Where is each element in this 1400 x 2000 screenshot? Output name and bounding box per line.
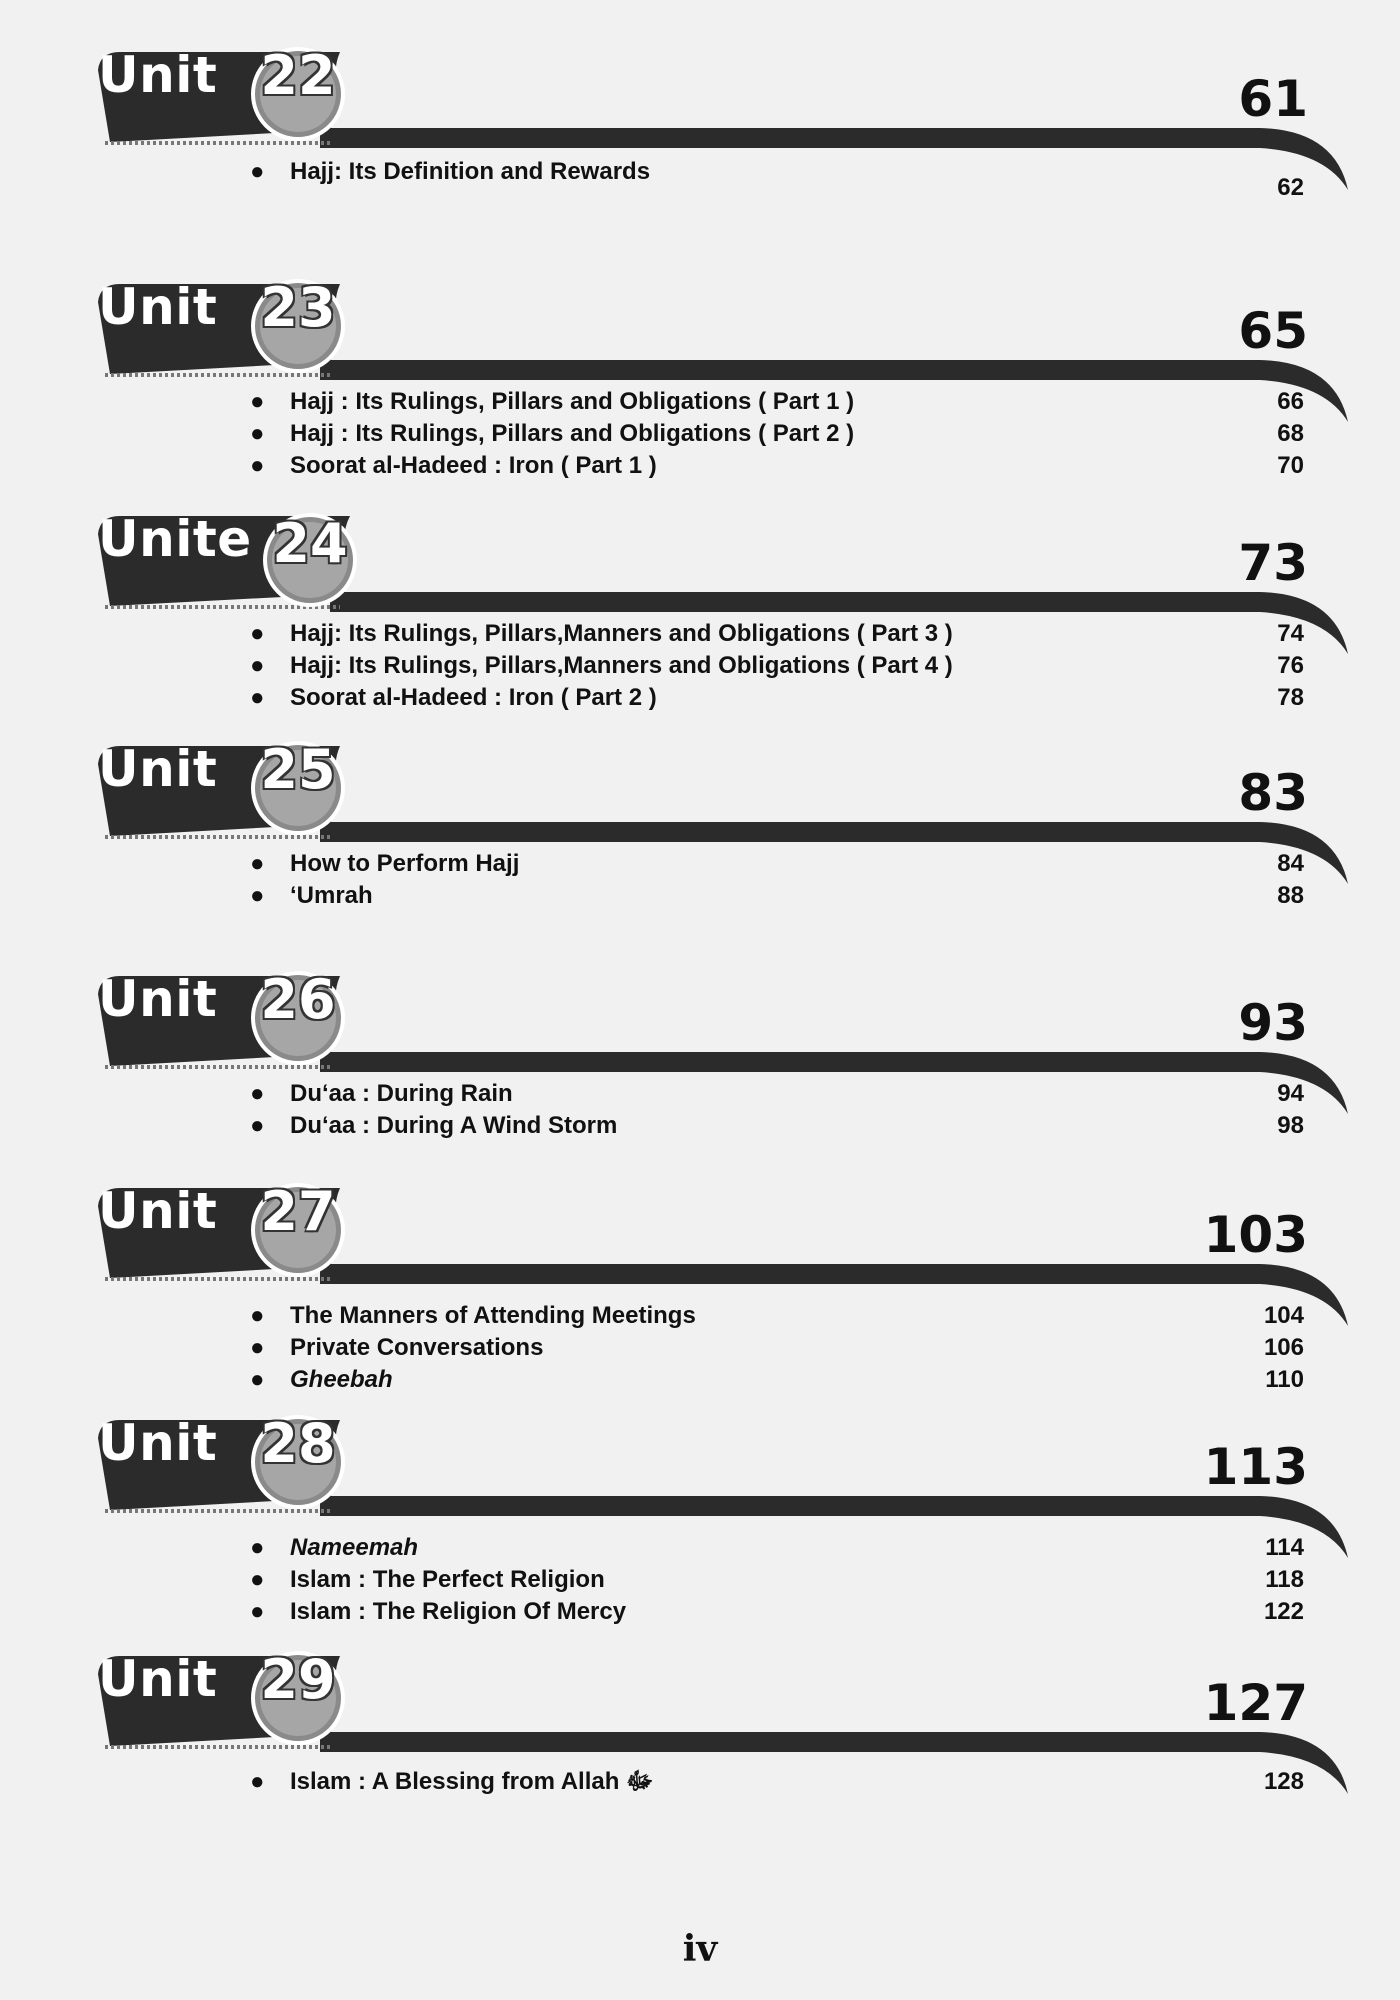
bullet-icon: ● bbox=[250, 1080, 265, 1107]
item-page: 88 bbox=[1277, 882, 1304, 909]
item-title: Hajj : Its Rulings, Pillars and Obligations ( Part 1 ) bbox=[290, 388, 855, 415]
unit-start-page: 73 bbox=[1238, 534, 1308, 592]
unit-label: Unit bbox=[98, 970, 218, 1028]
unit-label: Unit bbox=[98, 278, 218, 336]
bullet-icon: ● bbox=[250, 1598, 265, 1625]
unit-27-block bbox=[80, 1166, 1360, 1393]
unit-number: 23 bbox=[260, 276, 336, 339]
bullet-icon: ● bbox=[250, 620, 265, 647]
list-item[interactable] bbox=[250, 156, 1304, 201]
item-page: 74 bbox=[1277, 620, 1304, 647]
unit-items bbox=[250, 1078, 1304, 1142]
item-title: Hajj: Its Rulings, Pillars,Manners and Obligations ( Part 4 ) bbox=[290, 652, 953, 679]
unit-25-block bbox=[80, 724, 1360, 944]
unit-start-page: 83 bbox=[1238, 764, 1308, 822]
bullet-icon: ● bbox=[250, 684, 265, 711]
list-item[interactable] bbox=[250, 682, 1304, 714]
unit-23-block bbox=[80, 262, 1360, 482]
unit-items bbox=[250, 848, 1304, 912]
unit-start-page: 65 bbox=[1238, 302, 1308, 360]
list-item[interactable] bbox=[250, 618, 1304, 650]
item-page: 66 bbox=[1277, 388, 1304, 415]
item-page: 62 bbox=[1277, 174, 1304, 201]
unit-28-block bbox=[80, 1398, 1360, 1625]
item-page: 122 bbox=[1263, 1598, 1304, 1625]
item-page: 98 bbox=[1277, 1112, 1304, 1139]
unit-number: 24 bbox=[272, 512, 348, 575]
list-item[interactable] bbox=[250, 1300, 1304, 1332]
unit-label: Unit bbox=[98, 740, 218, 798]
item-title: Hajj : Its Rulings, Pillars and Obligations ( Part 2 ) bbox=[290, 420, 855, 447]
unit-number: 26 bbox=[260, 968, 336, 1031]
item-page: 84 bbox=[1277, 850, 1304, 877]
list-item[interactable] bbox=[250, 1564, 1304, 1596]
item-title: Nameemah bbox=[290, 1534, 419, 1561]
item-title: Du‘aa : During Rain bbox=[290, 1080, 513, 1107]
unit-items bbox=[250, 618, 1304, 714]
bullet-icon: ● bbox=[250, 1768, 265, 1795]
list-item[interactable] bbox=[250, 418, 1304, 450]
bullet-icon: ● bbox=[250, 1334, 265, 1361]
unit-label: Unit bbox=[98, 1182, 218, 1240]
list-item[interactable] bbox=[250, 1332, 1304, 1364]
unit-label: Unit bbox=[98, 1414, 218, 1472]
item-title: Islam : A Blessing from Allah ﷻ bbox=[290, 1768, 654, 1795]
list-item[interactable] bbox=[250, 1532, 1304, 1564]
unit-29-block bbox=[80, 1634, 1360, 1854]
unit-items bbox=[250, 1532, 1304, 1628]
list-item[interactable] bbox=[250, 1110, 1304, 1142]
unit-start-page: 93 bbox=[1238, 994, 1308, 1052]
list-item[interactable] bbox=[250, 1596, 1304, 1628]
item-page: 76 bbox=[1277, 652, 1304, 679]
list-item[interactable] bbox=[250, 1078, 1304, 1110]
unit-start-page: 113 bbox=[1203, 1438, 1308, 1496]
item-page: 104 bbox=[1263, 1302, 1304, 1329]
item-title: Gheebah bbox=[290, 1366, 393, 1393]
item-title: Hajj: Its Rulings, Pillars,Manners and Obligations ( Part 3 ) bbox=[290, 620, 953, 647]
list-item[interactable] bbox=[250, 1766, 1304, 1798]
bullet-icon: ● bbox=[250, 452, 265, 479]
item-title: Du‘aa : During A Wind Storm bbox=[290, 1112, 618, 1139]
item-title: Hajj: Its Definition and Rewards bbox=[290, 158, 651, 185]
unit-items bbox=[250, 1766, 1304, 1798]
unit-24-block bbox=[80, 494, 1360, 714]
bullet-icon: ● bbox=[250, 1366, 265, 1393]
unit-number: 22 bbox=[260, 44, 336, 107]
item-page: 68 bbox=[1277, 420, 1304, 447]
item-page: 128 bbox=[1263, 1768, 1304, 1795]
bullet-icon: ● bbox=[250, 158, 265, 185]
list-item[interactable] bbox=[250, 848, 1304, 880]
unit-number: 25 bbox=[260, 738, 336, 801]
item-page: 114 bbox=[1265, 1534, 1304, 1561]
unit-items bbox=[250, 156, 1304, 201]
item-title: Soorat al-Hadeed : Iron ( Part 1 ) bbox=[290, 452, 657, 479]
list-item[interactable] bbox=[250, 650, 1304, 682]
item-page: 94 bbox=[1277, 1080, 1304, 1107]
list-item[interactable] bbox=[250, 450, 1304, 482]
bullet-icon: ● bbox=[250, 882, 265, 909]
list-item[interactable] bbox=[250, 386, 1304, 418]
bullet-icon: ● bbox=[250, 1112, 265, 1139]
unit-label: Unite bbox=[98, 510, 252, 568]
item-title: Islam : The Perfect Religion bbox=[290, 1566, 605, 1593]
unit-items bbox=[250, 1300, 1304, 1396]
item-page: 110 bbox=[1265, 1366, 1304, 1393]
item-title: ‘Umrah bbox=[290, 882, 373, 909]
item-page: 106 bbox=[1263, 1334, 1304, 1361]
unit-number: 29 bbox=[260, 1648, 336, 1711]
bullet-icon: ● bbox=[250, 652, 265, 679]
item-title: The Manners of Attending Meetings bbox=[290, 1302, 696, 1329]
unit-items bbox=[250, 386, 1304, 482]
unit-label: Unit bbox=[98, 46, 218, 104]
item-title: How to Perform Hajj bbox=[290, 850, 520, 877]
unit-label: Unit bbox=[98, 1650, 218, 1708]
list-item[interactable] bbox=[250, 1364, 1304, 1396]
unit-start-page: 127 bbox=[1203, 1674, 1308, 1732]
bullet-icon: ● bbox=[250, 420, 265, 447]
bullet-icon: ● bbox=[250, 388, 265, 415]
item-title: Soorat al-Hadeed : Iron ( Part 2 ) bbox=[290, 684, 657, 711]
bullet-icon: ● bbox=[250, 850, 265, 877]
unit-number: 27 bbox=[260, 1180, 336, 1243]
list-item[interactable] bbox=[250, 880, 1304, 912]
item-title: Islam : The Religion Of Mercy bbox=[290, 1598, 627, 1625]
unit-26-block bbox=[80, 954, 1360, 1174]
item-title: Private Conversations bbox=[290, 1334, 544, 1361]
unit-start-page: 103 bbox=[1203, 1206, 1308, 1264]
item-page: 118 bbox=[1265, 1566, 1304, 1593]
bullet-icon: ● bbox=[250, 1534, 265, 1561]
unit-start-page: 61 bbox=[1238, 70, 1308, 128]
unit-number: 28 bbox=[260, 1412, 336, 1475]
item-page: 70 bbox=[1277, 452, 1304, 479]
unit-22-block bbox=[80, 30, 1360, 250]
bullet-icon: ● bbox=[250, 1566, 265, 1593]
page-folio: iv bbox=[682, 1928, 718, 1970]
bullet-icon: ● bbox=[250, 1302, 265, 1329]
item-page: 78 bbox=[1277, 684, 1304, 711]
